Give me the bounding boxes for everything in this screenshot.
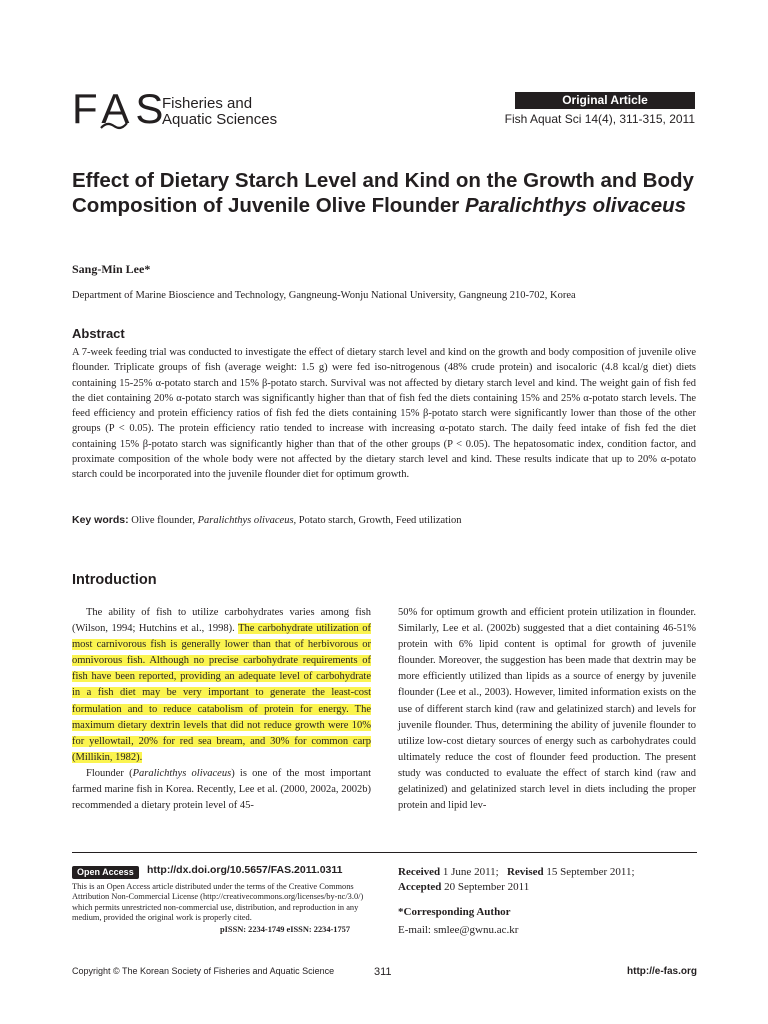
- revised-label: Revised: [506, 866, 544, 878]
- accepted-date: 20 September 2011: [441, 881, 530, 893]
- received-label: Received: [398, 866, 441, 878]
- open-access-badge: Open Access: [72, 866, 139, 879]
- intro-paragraph-1: [72, 605, 371, 766]
- intro-p2-b: ) is one of the most important farmed marine fish in Korea. Recently, Lee et al. (2000, 2002a, 2002b) recommended a dietary protein level of 45-: [72, 767, 372, 812]
- copyright: Copyright © The Korean Society of Fisheries and Aquatic Science: [72, 966, 335, 976]
- accepted-label: Accepted: [398, 881, 442, 893]
- keywords: [72, 514, 462, 526]
- intro-p2-a: Flounder (: [86, 767, 133, 779]
- journal-name-line2: Aquatic Sciences: [162, 111, 278, 128]
- wave-icon: [100, 120, 128, 130]
- author: Sang-Min Lee*: [72, 262, 151, 276]
- revised-date: 15 September 2011;: [543, 866, 635, 878]
- received-date: 1 June 2011;: [440, 866, 499, 878]
- intro-p2-species: Paralichthys olivaceus: [132, 767, 232, 779]
- title-species: Paralichthys olivaceus: [464, 194, 687, 217]
- title-main: Effect of Dietary Starch Level and Kind on the Growth and Body Composition of Juvenile Olive Flounder: [72, 169, 694, 217]
- license-text: This is an Open Access article distributed under the terms of the Creative Commons Attribution Non-Commercial License (http://creativecommons.org/licenses/by-nc/3.0/) which permits unrestricted non-commercial use, distribution, and reproduction in any medium, provided the original work is properly cited.: [72, 882, 364, 922]
- intro-p1-plain: The ability of fish to utilize carbohydrates varies among fish (Wilson, 1994; Hutchins et al., 1998).: [72, 607, 371, 635]
- journal-website-link[interactable]: http://e-fas.org: [627, 966, 697, 977]
- keywords-part-b: Potato starch, Growth, Feed utilization: [296, 515, 462, 526]
- journal-logo: FAS: [72, 85, 170, 132]
- page-number: 311: [374, 966, 392, 978]
- footer-divider: [72, 852, 697, 853]
- issn: pISSN: 2234-1749 eISSN: 2234-1757: [220, 925, 351, 934]
- introduction-heading: Introduction: [72, 572, 157, 588]
- intro-paragraph-2: [72, 766, 371, 814]
- journal-name-line1: Fisheries and: [162, 95, 253, 112]
- article-dates: [398, 865, 698, 895]
- keywords-label: Key words:: [72, 514, 129, 526]
- keywords-part-a: Olive flounder,: [128, 515, 198, 526]
- doi-link[interactable]: http://dx.doi.org/10.5657/FAS.2011.0311: [147, 864, 343, 876]
- intro-left-column: [72, 605, 371, 814]
- citation: Fish Aquat Sci 14(4), 311-315, 2011: [504, 112, 695, 126]
- intro-right-column: [398, 605, 696, 814]
- abstract-body: A 7-week feeding trial was conducted to investigate the effect of dietary starch level and kind on the growth and body composition of juvenile olive flounder. Triplicate groups of fish (average weight: 1.5 g) were fed iso-nitrogenous (48% crude protein) and isocaloric (4.8 kcal/g diet) diets containing 15-25% α-potato starch and 15% β-potato starch. Survival was not affected by dietary starch level and kind. The weight gain of fish fed the diet containing 20% α-potato starch was significantly higher than that of fish fed the diets containing 15% and 25% α-potato starch levels. The feed efficiency and protein efficiency ratios of fish fed the diets containing 15% β-potato starch were significantly lower than those of the other groups (P < 0.05). The protein efficiency ratio tended to increase with increasing α-potato starch. The daily feed intake of fish fed the diet containing 15% β-potato starch was significantly higher than that of the other groups (P < 0.05). The hepatosomatic index, condition factor, and proximate composition of the whole body were not affected by the dietary starch level and kind. These results indicate that up to 20% α-potato starch could be incorporated into the juvenile flounder diet for optimum growth.: [72, 347, 696, 481]
- corresponding-author-heading: *Corresponding Author: [398, 906, 511, 918]
- article-type-badge: Original Article: [515, 92, 695, 109]
- intro-p1-highlight: The carbohydrate utilization of most carnivorous fish is generally lower than that of herbivorous or omnivorous fish. Although no precise carbohydrate requirements of fish have been reported, providing an adequate level of carbohydrate in a fish diet may be very important to generate the least-cost formulation and to reduce catabolism of protein for energy. The maximum dietary dextrin levels that did not reduce growth were 10% for yellowtail, 20% for red sea bream, and 30% for common carp (Millikin, 1982).: [72, 623, 372, 763]
- email: E-mail: smlee@gwnu.ac.kr: [398, 924, 519, 936]
- journal-name: [162, 96, 277, 128]
- affiliation: Department of Marine Bioscience and Technology, Gangneung-Wonju National University, Gangneung 210-702, Korea: [72, 290, 576, 301]
- abstract-heading: Abstract: [72, 326, 125, 341]
- keywords-species: Paralichthys olivaceus,: [197, 515, 297, 526]
- intro-right-paragraph: 50% for optimum growth and efficient protein utilization in flounder. Similarly, Lee et al. (2002b) suggested that a diet containing 46-51% protein with 6% lipid content is optimal for growth of juvenile flounder. Moreover, the suggestion has been made that dextrin may be more efficiently utilized than lipids as a source of energy by juvenile flounder (Lee et al., 2003). However, limited information exists on the use of different starch kind (raw and gelatinized starch) and levels for juvenile flounder. Thus, determining the ability of juvenile flounder to utilize low-cost dietary sources of energy such as carbohydrates could ultimately reduce the cost of flounder feed production. The present study was conducted to evaluate the effect of starch kind (raw and gelatinized) and gelatinized starch level in diets including the proper protein and lipid lev-: [398, 607, 696, 812]
- article-title: [72, 168, 697, 218]
